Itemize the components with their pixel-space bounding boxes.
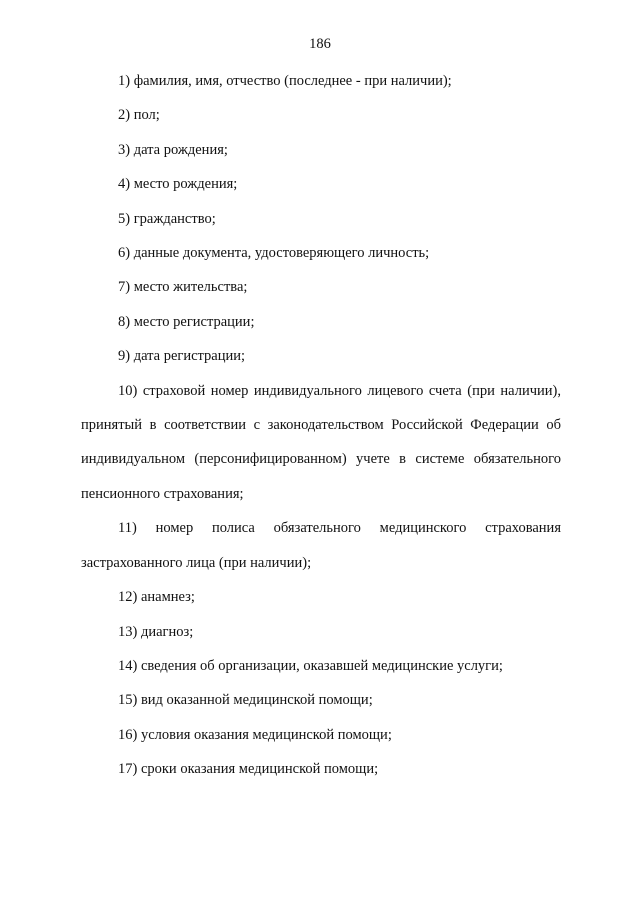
list-item-12: 12) анамнез;	[118, 589, 195, 606]
list-item-5: 5) гражданство;	[118, 210, 216, 227]
list-item-6: 6) данные документа, удостоверяющего личность;	[118, 245, 430, 262]
list-item-11: 11) номер полиса обязательного медицинского страхования застрахованного лица (при наличии);	[81, 520, 561, 571]
page-number: 186	[309, 36, 331, 52]
list-item-7: 7) место жительства;	[118, 279, 248, 296]
list-item-8: 8) место регистрации;	[118, 313, 255, 330]
list-item-16: 16) условия оказания медицинской помощи;	[118, 726, 392, 743]
list-item-13: 13) диагноз;	[118, 623, 194, 640]
list-item-3: 3) дата рождения;	[118, 141, 228, 158]
document-body	[81, 64, 561, 787]
list-item-1: 1) фамилия, имя, отчество (последнее - при наличии);	[118, 73, 452, 89]
list-item-9: 9) дата регистрации;	[118, 348, 246, 365]
list-item-14: 14) сведения об организации, оказавшей медицинские услуги;	[118, 657, 503, 674]
list-item-17: 17) сроки оказания медицинской помощи;	[118, 761, 379, 778]
list-item-15: 15) вид оказанной медицинской помощи;	[118, 692, 373, 709]
list-item-10: 10) страховой номер индивидуального лицевого счета (при наличии), принятый в соответствии с законодательством Российской Федерации об индивидуальном (персонифицированном) учете в системе обязательного пенсионного страхования;	[81, 382, 561, 502]
list-item-2: 2) пол;	[118, 107, 160, 124]
list-item-4: 4) место рождения;	[118, 176, 238, 193]
